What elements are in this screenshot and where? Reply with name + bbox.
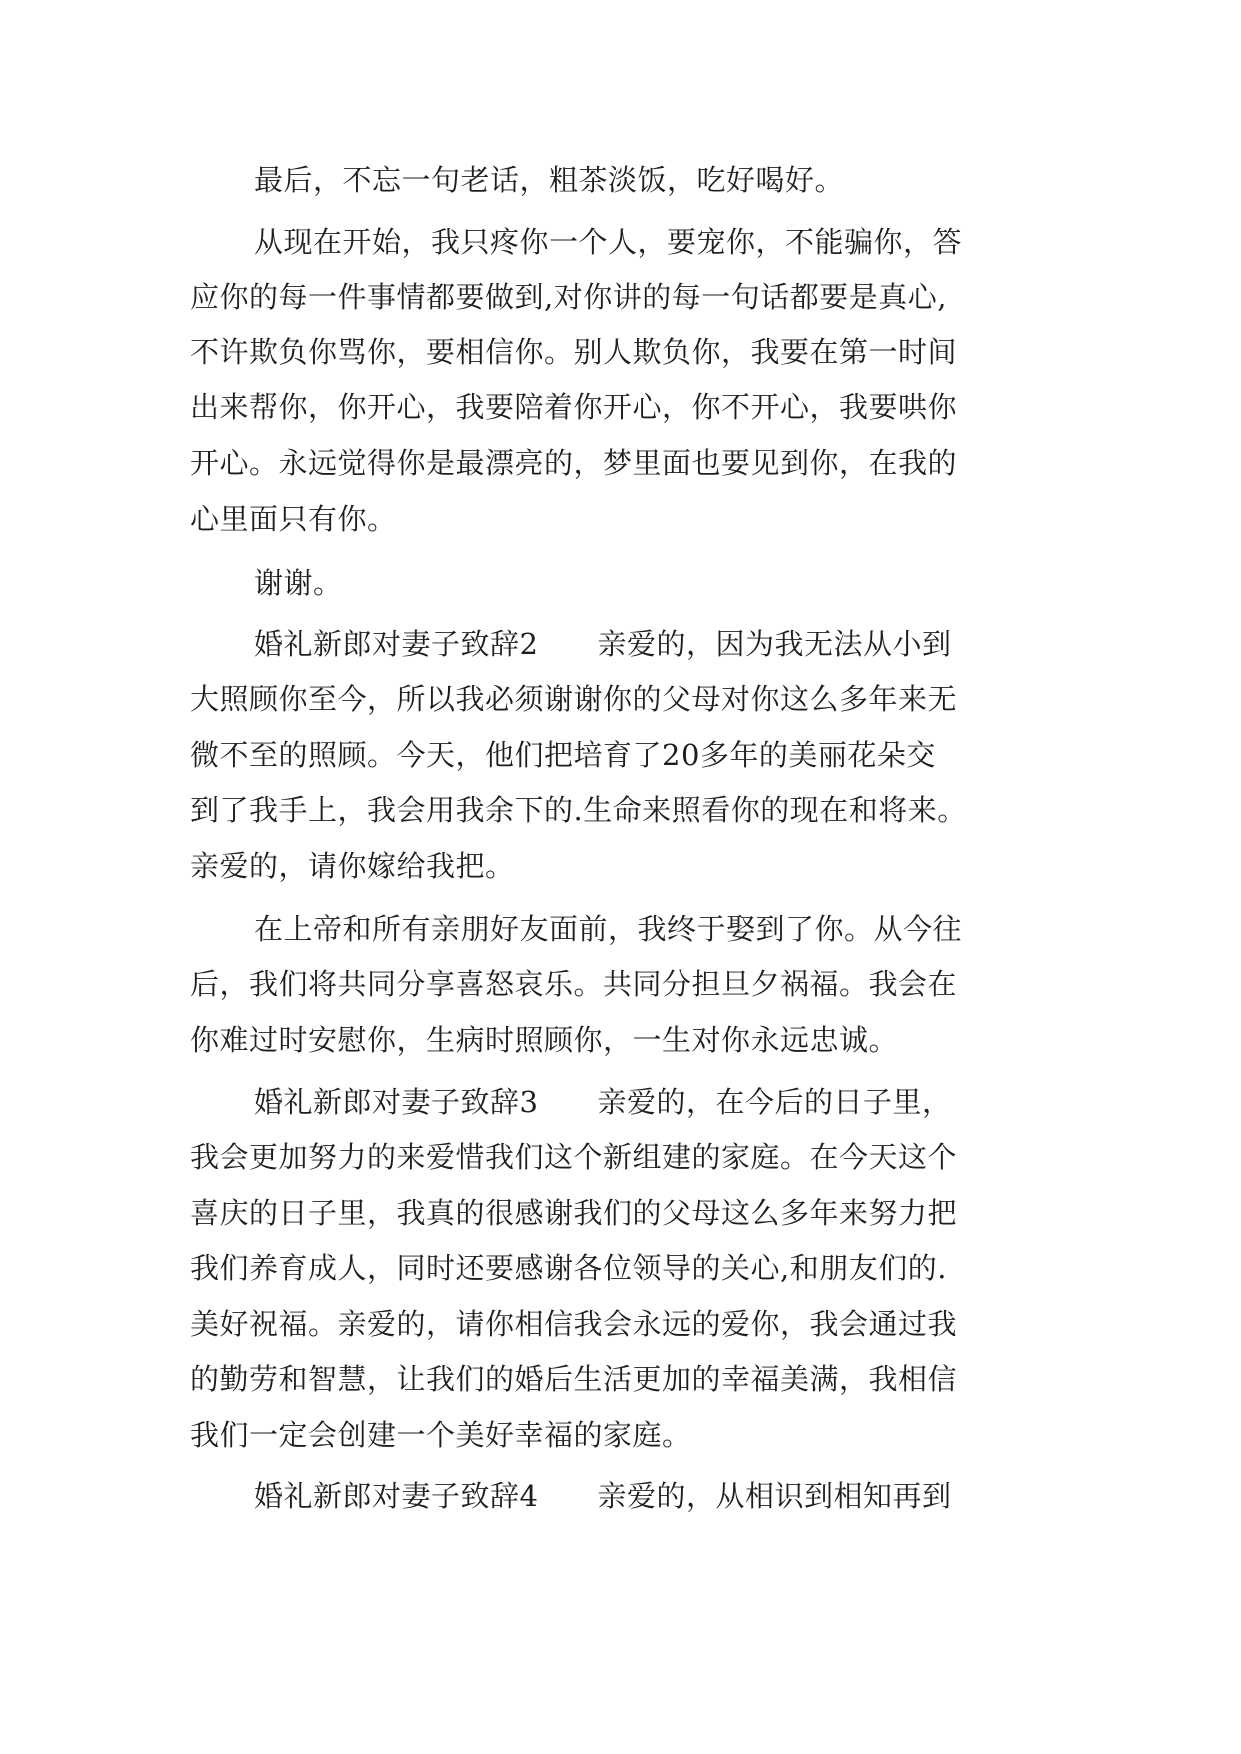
body-line: 喜庆的日子里，我真的很感谢我们的父母这么多年来努力把 — [190, 1196, 958, 1230]
body-line: 我们一定会创建一个美好幸福的家庭。 — [190, 1418, 692, 1452]
body-line: 大照顾你至今，所以我必须谢谢你的父母对你这么多年来无 — [190, 682, 958, 716]
body-line: 谢谢。 — [254, 566, 343, 600]
body-line: 出来帮你，你开心，我要陪着你开心，你不开心，我要哄你 — [190, 390, 958, 424]
body-line: 应你的每一件事情都要做到,对你讲的每一句话都要是真心, — [190, 280, 947, 314]
body-line: 从现在开始，我只疼你一个人，要宠你，不能骗你，答 — [254, 225, 963, 259]
body-line: 我会更加努力的来爱惜我们这个新组建的家庭。在今天这个 — [190, 1140, 958, 1174]
body-line: 在上帝和所有亲朋好友面前，我终于娶到了你。从今往 — [254, 912, 963, 946]
body-line: 到了我手上，我会用我余下的.生命来照看你的现在和将来。 — [190, 793, 967, 827]
section-heading-line: 婚礼新郎对妻子致辞2 亲爱的，因为我无法从小到 — [254, 627, 952, 661]
body-line: 你难过时安慰你，生病时照顾你，一生对你永远忠诚。 — [190, 1023, 899, 1057]
body-line: 后，我们将共同分享喜怒哀乐。共同分担旦夕祸福。我会在 — [190, 967, 958, 1001]
body-line: 微不至的照顾。今天，他们把培育了20多年的美丽花朵交 — [190, 738, 936, 772]
section-heading-line: 婚礼新郎对妻子致辞3 亲爱的，在今后的日子里， — [254, 1085, 952, 1119]
section-heading-line: 婚礼新郎对妻子致辞4 亲爱的，从相识到相知再到 — [254, 1479, 952, 1513]
body-line: 我们养育成人，同时还要感谢各位领导的关心,和朋友们的. — [190, 1251, 947, 1285]
body-line: 心里面只有你。 — [190, 502, 397, 536]
body-line: 的勤劳和智慧，让我们的婚后生活更加的幸福美满，我相信 — [190, 1362, 958, 1396]
body-line: 美好祝福。亲爱的，请你相信我会永远的爱你，我会通过我 — [190, 1307, 958, 1341]
body-line: 开心。永远觉得你是最漂亮的，梦里面也要见到你，在我的 — [190, 446, 958, 480]
body-line: 亲爱的，请你嫁给我把。 — [190, 849, 515, 883]
body-line: 不许欺负你骂你，要相信你。别人欺负你，我要在第一时间 — [190, 335, 958, 369]
body-line: 最后，不忘一句老话，粗茶淡饭，吃好喝好。 — [254, 163, 845, 197]
